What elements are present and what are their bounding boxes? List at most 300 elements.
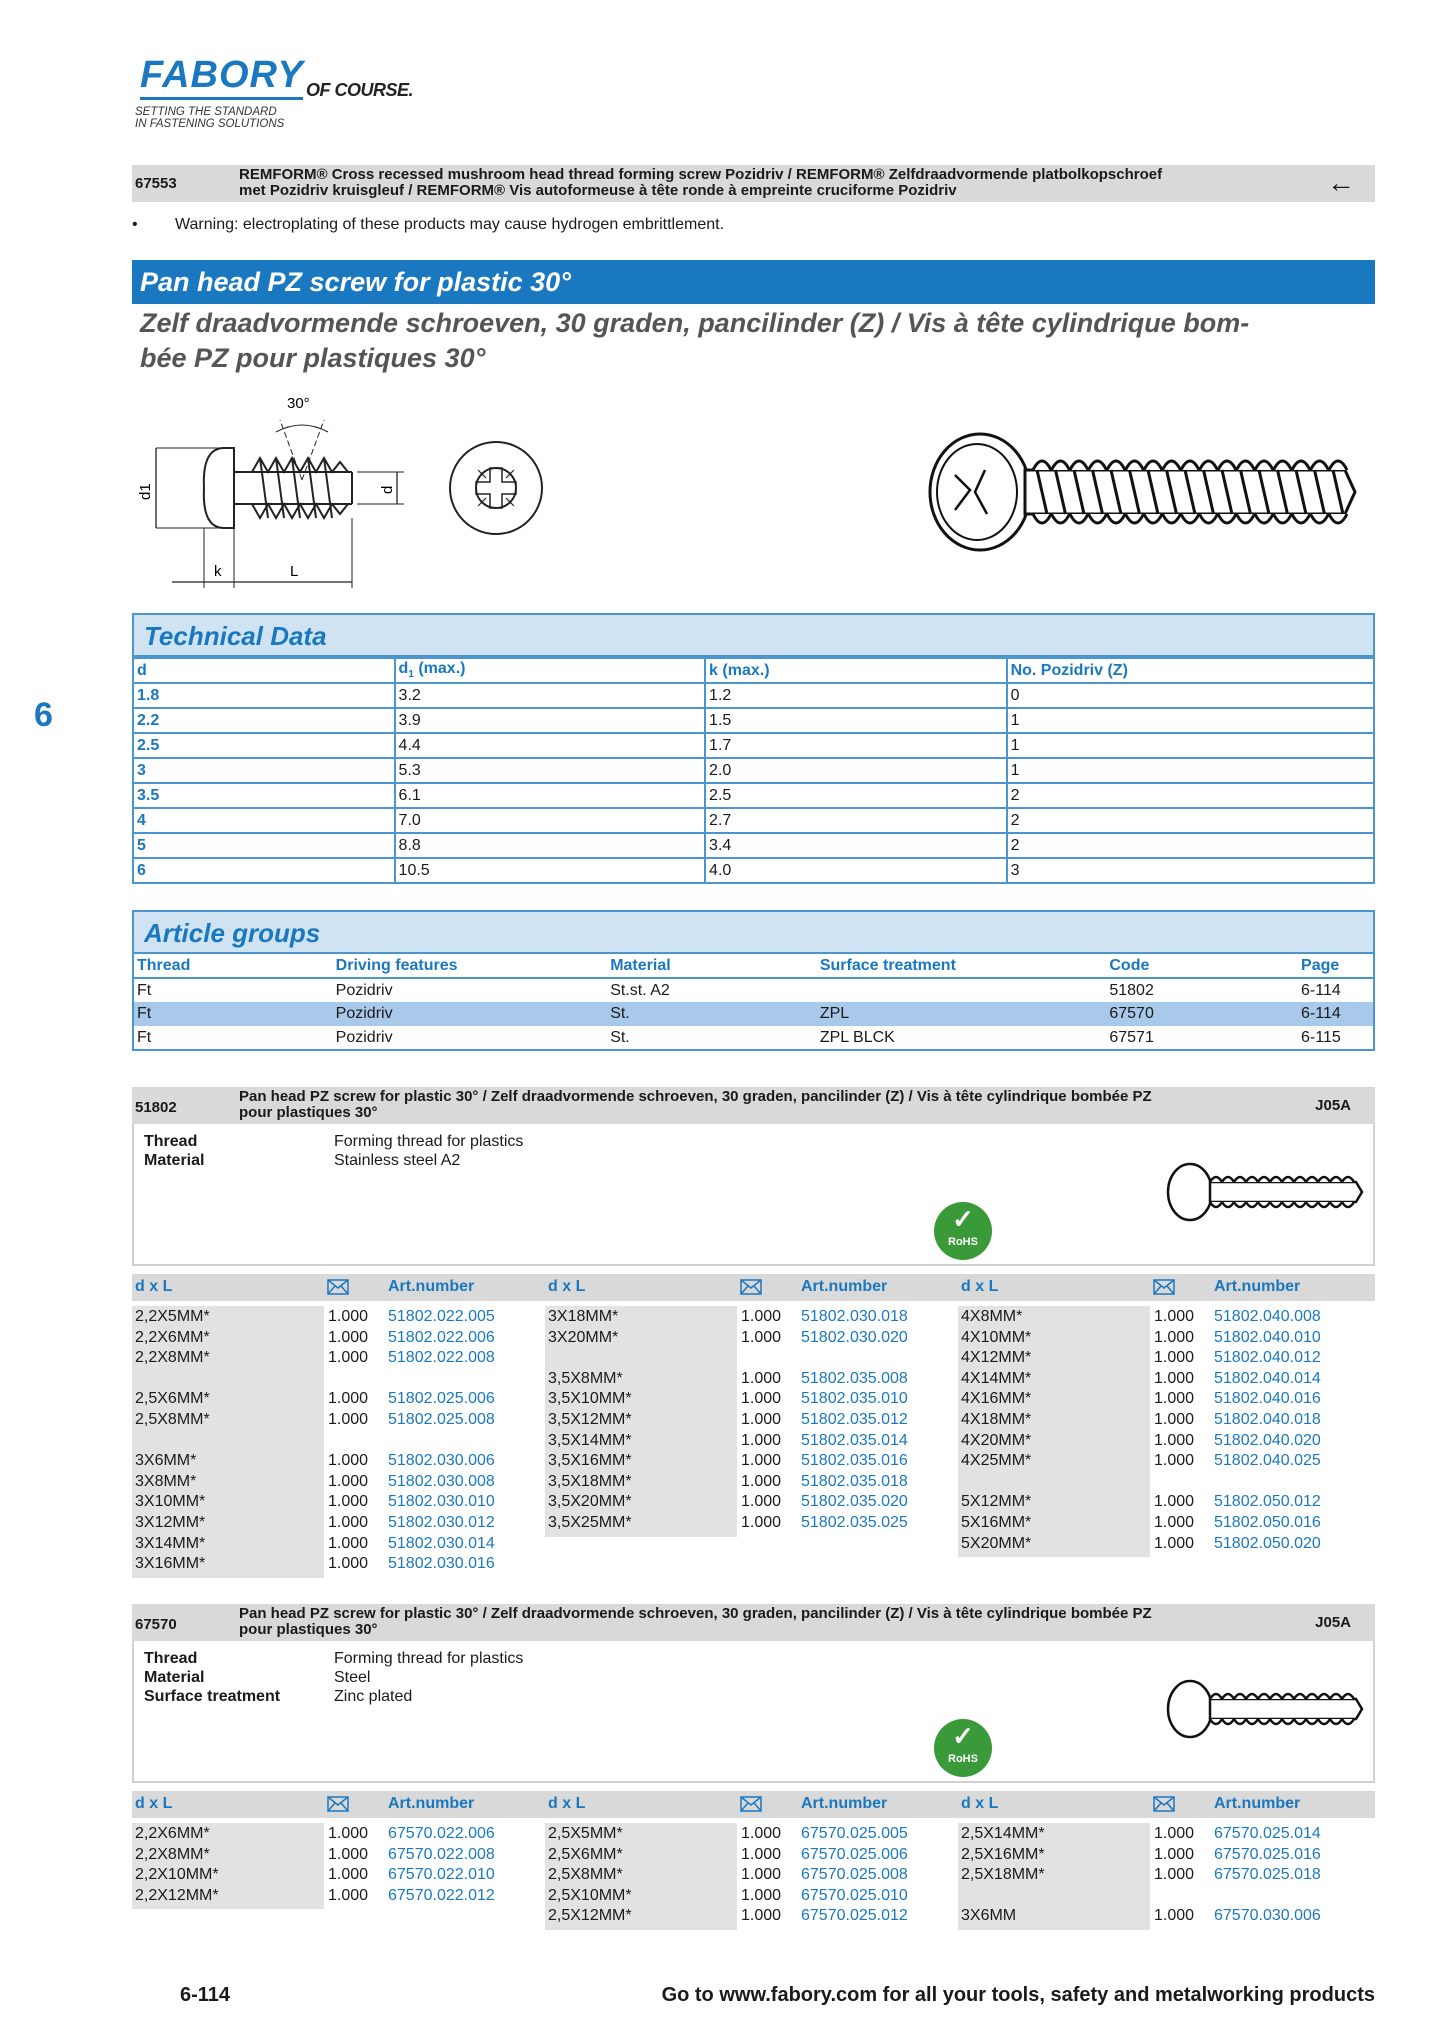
qty-cell: 1.000 [328, 1846, 369, 1863]
article-row[interactable] [548, 1388, 948, 1409]
product-title-2: pour plastiques 30° [239, 1104, 378, 1121]
size-cell: 2,2X12MM* [135, 1887, 219, 1904]
table-cell: 4.0 [705, 858, 1007, 883]
qty-cell: 1.000 [741, 1308, 782, 1325]
article-row[interactable] [135, 1864, 535, 1885]
art-number-link[interactable]: 51802.040.025 [1214, 1452, 1321, 1469]
size-cell: 2,2X6MM* [135, 1825, 210, 1842]
size-cell: 3X6MM [961, 1907, 1017, 1924]
col-header-dxl: d x L [135, 1795, 173, 1812]
art-number-link[interactable]: 51802.040.014 [1214, 1370, 1321, 1387]
table-cell: 1.2 [705, 683, 1007, 708]
qty-cell: 1.000 [741, 1452, 782, 1469]
table-cell: St. [607, 1002, 817, 1026]
qty-cell: 1.000 [328, 1473, 369, 1490]
size-cell: 3X8MM* [135, 1473, 197, 1490]
qty-cell: 1.000 [328, 1825, 369, 1842]
table-row [133, 758, 1374, 783]
table-cell: Ft [137, 981, 152, 999]
article-row[interactable] [135, 1823, 535, 1844]
envelope-icon [1153, 1796, 1175, 1817]
article-row[interactable] [548, 1885, 948, 1906]
qty-cell: 1.000 [1154, 1514, 1195, 1531]
art-number-link[interactable]: 67570.025.010 [801, 1887, 908, 1904]
rohs-label: RoHS [948, 1753, 978, 1765]
product-ref: J05A [1315, 1614, 1351, 1631]
col-header-code: Code [1106, 954, 1298, 978]
art-number-link[interactable]: 51802.035.008 [801, 1370, 908, 1387]
art-number-link[interactable]: 67570.025.005 [801, 1825, 908, 1842]
d1-label: d1 [137, 483, 154, 500]
table-cell: Ft [133, 1002, 333, 1026]
qty-cell: 1.000 [1154, 1493, 1195, 1510]
article-row[interactable] [548, 1905, 948, 1926]
fabory-logo: FABORY [140, 54, 304, 96]
table-cell: 1 [1007, 708, 1374, 733]
col-header-art: Art.number [801, 1795, 888, 1812]
article-table-header [132, 1274, 1375, 1301]
table-cell: 51802 [1109, 981, 1154, 999]
art-number-link[interactable]: 67570.025.008 [801, 1866, 908, 1883]
article-row[interactable] [961, 1388, 1361, 1409]
size-cell: 4X8MM* [961, 1308, 1023, 1325]
col-header-dxl: d x L [961, 1795, 999, 1812]
qty-cell: 1.000 [328, 1555, 369, 1572]
article-row[interactable] [961, 1512, 1361, 1533]
size-cell: 3X20MM* [548, 1329, 619, 1346]
art-number-link[interactable]: 67570.025.018 [1214, 1866, 1321, 1883]
art-number-link[interactable]: 67570.025.016 [1214, 1846, 1321, 1863]
art-number-link[interactable]: 51802.035.016 [801, 1452, 908, 1469]
footer-link-text[interactable]: Go to www.fabory.com for all your tools, safety and metalworking products [661, 1984, 1375, 2006]
article-row[interactable] [135, 1885, 535, 1906]
article-row[interactable] [135, 1471, 535, 1492]
art-number-link[interactable]: 67570.025.006 [801, 1846, 908, 1863]
product-title [239, 1089, 1259, 1121]
screw-photo [925, 430, 1365, 555]
product-ref: J05A [1315, 1097, 1351, 1114]
qty-cell: 1.000 [328, 1329, 369, 1346]
art-number-link[interactable]: 51802.030.010 [388, 1493, 495, 1510]
art-number-link[interactable]: 51802.035.020 [801, 1493, 908, 1510]
article-row[interactable] [961, 1905, 1361, 1926]
top-band-title-2: met Pozidriv kruisgleuf / REMFORM® Vis autoformeuse à tête ronde à empreinte cruciforme Pozidriv [239, 182, 957, 199]
property-label: Thread [144, 1650, 198, 1667]
size-cell: 4X16MM* [961, 1390, 1032, 1407]
article-row[interactable] [548, 1471, 948, 1492]
article-row[interactable] [135, 1388, 535, 1409]
rohs-badge [934, 1719, 992, 1777]
table-cell: 4.4 [395, 733, 706, 758]
article-groups-title: Article groups [132, 910, 1375, 954]
article-groups-table [132, 954, 1375, 1051]
table-cell: 67571 [1109, 1028, 1154, 1046]
size-cell: 4X20MM* [961, 1432, 1032, 1449]
qty-cell: 1.000 [741, 1514, 782, 1531]
article-row[interactable] [961, 1491, 1361, 1512]
size-cell: 2,5X16MM* [961, 1846, 1045, 1863]
col-header-page: Page [1298, 954, 1374, 978]
col-header-art: Art.number [388, 1278, 475, 1295]
warning-bullet: • [132, 216, 138, 233]
qty-cell: 1.000 [741, 1473, 782, 1490]
art-number-link[interactable]: 51802.050.020 [1214, 1535, 1321, 1552]
table-row [133, 808, 1374, 833]
envelope-icon [740, 1796, 762, 1817]
article-row[interactable] [961, 1450, 1361, 1471]
back-arrow-icon[interactable]: ← [1327, 167, 1355, 198]
art-number-link[interactable]: 51802.030.006 [388, 1452, 495, 1469]
article-row[interactable] [961, 1306, 1361, 1327]
col-header-dxl: d x L [548, 1795, 586, 1812]
qty-cell: 1.000 [1154, 1411, 1195, 1428]
col-header-surface: Surface treatment [817, 954, 1107, 978]
art-number-link[interactable]: 51802.040.010 [1214, 1329, 1321, 1346]
table-cell: 3.4 [705, 833, 1007, 858]
art-number-link[interactable]: 51802.040.008 [1214, 1308, 1321, 1325]
product-code: 67570 [135, 1616, 177, 1633]
qty-cell: 1.000 [1154, 1349, 1195, 1366]
table-cell: Pozidriv [333, 1002, 608, 1026]
size-cell: 4X18MM* [961, 1411, 1032, 1428]
qty-cell: 1.000 [328, 1493, 369, 1510]
table-cell: St. [610, 1028, 630, 1046]
size-cell: 3,5X12MM* [548, 1411, 632, 1428]
table-cell: 1.5 [705, 708, 1007, 733]
qty-cell: 1.000 [741, 1825, 782, 1842]
qty-cell: 1.000 [741, 1907, 782, 1924]
qty-cell: 1.000 [741, 1432, 782, 1449]
col-header-material: Material [607, 954, 817, 978]
size-cell: 5X12MM* [961, 1493, 1032, 1510]
table-cell: 3 [133, 758, 395, 783]
table-row [133, 708, 1374, 733]
size-cell: 3,5X20MM* [548, 1493, 632, 1510]
article-row[interactable] [961, 1533, 1361, 1554]
article-table-header [132, 1791, 1375, 1818]
article-row[interactable] [961, 1823, 1361, 1844]
qty-cell: 1.000 [1154, 1390, 1195, 1407]
size-cell: 2,2X8MM* [135, 1349, 210, 1366]
table-cell: 2.0 [705, 758, 1007, 783]
art-number-link[interactable]: 51802.035.010 [801, 1390, 908, 1407]
size-cell: 3X6MM* [135, 1452, 197, 1469]
col-header-art: Art.number [801, 1278, 888, 1295]
qty-cell: 1.000 [741, 1866, 782, 1883]
table-header-row [133, 658, 1374, 683]
size-cell: 2,5X10MM* [548, 1887, 632, 1904]
article-group-row[interactable] [133, 1002, 1374, 1026]
envelope-icon [327, 1796, 349, 1817]
warning-text: Warning: electroplating of these products may cause hydrogen embrittlement. [175, 216, 725, 233]
rohs-label: RoHS [948, 1236, 978, 1248]
property-value: Zinc plated [334, 1688, 413, 1705]
qty-cell: 1.000 [741, 1887, 782, 1904]
table-cell: 4 [133, 808, 395, 833]
qty-cell: 1.000 [741, 1370, 782, 1387]
qty-cell: 1.000 [1154, 1329, 1195, 1346]
article-row[interactable] [135, 1844, 535, 1865]
article-row[interactable] [135, 1306, 535, 1327]
top-band-title-1: REMFORM® Cross recessed mushroom head thread forming screw Pozidriv / REMFORM® Zelfdraadvormende platbolkopschroef [239, 166, 1163, 183]
table-cell: 1.8 [133, 683, 395, 708]
qty-cell: 1.000 [741, 1329, 782, 1346]
table-cell: St.st. A2 [610, 981, 670, 999]
size-cell: 3X18MM* [548, 1308, 619, 1325]
table-cell: 2.7 [705, 808, 1007, 833]
art-number-link[interactable]: 51802.030.016 [388, 1555, 495, 1572]
qty-cell: 1.000 [1154, 1825, 1195, 1842]
article-group-row[interactable] [133, 1026, 1374, 1050]
qty-cell: 1.000 [1154, 1846, 1195, 1863]
art-number-link[interactable]: 67570.025.012 [801, 1907, 908, 1924]
table-row [133, 783, 1374, 808]
art-number-link[interactable]: 51802.035.012 [801, 1411, 908, 1428]
article-row[interactable] [135, 1409, 535, 1430]
qty-cell: 1.000 [328, 1390, 369, 1407]
table-cell: 5.3 [395, 758, 706, 783]
L-label: L [290, 563, 299, 580]
chapter-tab: 6 [34, 696, 53, 734]
qty-cell: 1.000 [1154, 1452, 1195, 1469]
qty-cell: 1.000 [1154, 1535, 1195, 1552]
article-row[interactable] [548, 1306, 948, 1327]
size-cell: 2,5X8MM* [548, 1866, 623, 1883]
col-header-art: Art.number [1214, 1795, 1301, 1812]
envelope-icon [740, 1279, 762, 1300]
check-icon: ✓ [952, 1721, 974, 1751]
article-row[interactable] [548, 1512, 948, 1533]
table-row [133, 858, 1374, 883]
article-row[interactable] [135, 1533, 535, 1554]
property-label: Surface treatment [144, 1688, 281, 1705]
size-cell: 2,5X8MM* [135, 1411, 210, 1428]
size-cell: 3,5X18MM* [548, 1473, 632, 1490]
table-row [133, 683, 1374, 708]
article-row[interactable] [548, 1327, 948, 1348]
size-cell: 4X25MM* [961, 1452, 1032, 1469]
subtitle-line-2: bée PZ pour plastiques 30° [140, 343, 486, 373]
col-header-k: k (max.) [705, 658, 1007, 683]
table-cell: Pozidriv [335, 1028, 393, 1046]
product-band [132, 1604, 1375, 1641]
logo-underline [140, 97, 303, 100]
art-number-link[interactable]: 51802.025.008 [388, 1411, 495, 1428]
qty-cell: 1.000 [328, 1411, 369, 1428]
article-row[interactable] [548, 1430, 948, 1451]
art-number-link[interactable]: 67570.025.014 [1214, 1825, 1321, 1842]
qty-cell: 1.000 [328, 1514, 369, 1531]
article-row[interactable] [135, 1491, 535, 1512]
article-row[interactable] [135, 1347, 535, 1368]
size-cell: 4X14MM* [961, 1370, 1032, 1387]
art-number-link[interactable]: 51802.030.020 [801, 1329, 908, 1346]
screw-thumbnail [1164, 1677, 1364, 1741]
table-cell: 1 [1007, 733, 1374, 758]
k-label: k [214, 563, 222, 580]
article-row[interactable] [961, 1347, 1361, 1368]
top-band [132, 165, 1375, 202]
table-cell: ZPL [817, 1002, 1107, 1026]
table-cell: 10.5 [395, 858, 706, 883]
qty-cell: 1.000 [1154, 1432, 1195, 1449]
article-row[interactable] [548, 1844, 948, 1865]
art-number-link[interactable]: 51802.022.006 [388, 1329, 495, 1346]
article-row[interactable] [548, 1491, 948, 1512]
product-info-box [132, 1124, 1375, 1266]
article-row[interactable] [961, 1409, 1361, 1430]
table-row [133, 833, 1374, 858]
table-cell: 3.9 [395, 708, 706, 733]
table-cell: 3.2 [395, 683, 706, 708]
size-cell: 4X10MM* [961, 1329, 1032, 1346]
qty-cell: 1.000 [1154, 1308, 1195, 1325]
product-title-1: Pan head PZ screw for plastic 30° / Zelf draadvormende schroeven, 30 graden, pancilinder (Z) / Vis à tête cylindrique bombée PZ [239, 1605, 1152, 1622]
table-cell: 6 [133, 858, 395, 883]
product-band [132, 1087, 1375, 1124]
check-icon: ✓ [952, 1204, 974, 1234]
article-row[interactable] [135, 1450, 535, 1471]
technical-data-table [132, 657, 1375, 884]
product-title-1: Pan head PZ screw for plastic 30° / Zelf draadvormende schroeven, 30 graden, pancilinder (Z) / Vis à tête cylindrique bombée PZ [239, 1088, 1152, 1105]
art-number-link[interactable]: 51802.030.012 [388, 1514, 495, 1531]
size-cell: 5X16MM* [961, 1514, 1032, 1531]
size-cell: 3,5X8MM* [548, 1370, 623, 1387]
size-cell: 2,2X8MM* [135, 1846, 210, 1863]
article-row[interactable] [961, 1327, 1361, 1348]
table-cell: 7.0 [395, 808, 706, 833]
size-cell: 4X12MM* [961, 1349, 1032, 1366]
screw-drawing [132, 388, 552, 588]
section-subtitle [140, 306, 1249, 376]
table-cell: 6-114 [1301, 981, 1341, 999]
art-number-link[interactable]: 51802.022.008 [388, 1349, 495, 1366]
rohs-badge [934, 1202, 992, 1260]
art-number-link[interactable]: 51802.040.012 [1214, 1349, 1321, 1366]
angle-label: 30° [287, 395, 310, 412]
size-cell: 2,2X5MM* [135, 1308, 210, 1325]
size-cell: 2,5X14MM* [961, 1825, 1045, 1842]
product-code: 51802 [135, 1099, 177, 1116]
art-number-link[interactable]: 67570.022.006 [388, 1825, 495, 1842]
table-cell: Pozidriv [335, 981, 393, 999]
screw-thumbnail [1164, 1160, 1364, 1224]
property-value: Forming thread for plastics [334, 1133, 524, 1150]
col-header-art: Art.number [388, 1795, 475, 1812]
qty-cell: 1.000 [1154, 1370, 1195, 1387]
size-cell: 3X10MM* [135, 1493, 206, 1510]
size-cell: 3X16MM* [135, 1555, 206, 1572]
article-row[interactable] [961, 1368, 1361, 1389]
article-row[interactable] [135, 1512, 535, 1533]
art-number-link[interactable]: 67570.022.010 [388, 1866, 495, 1883]
article-row[interactable] [135, 1327, 535, 1348]
qty-cell: 1.000 [328, 1452, 369, 1469]
art-number-link[interactable]: 67570.022.008 [388, 1846, 495, 1863]
qty-cell: 1.000 [328, 1535, 369, 1552]
col-header-driving: Driving features [333, 954, 608, 978]
table-cell: 67570 [1106, 1002, 1298, 1026]
art-number-link[interactable]: 51802.030.018 [801, 1308, 908, 1325]
logo-tagline-2: IN FASTENING SOLUTIONS [135, 118, 285, 130]
size-cell: 3,5X16MM* [548, 1452, 632, 1469]
art-number-link[interactable]: 51802.040.020 [1214, 1432, 1321, 1449]
table-cell: 2 [1007, 783, 1374, 808]
article-row[interactable] [135, 1553, 535, 1574]
art-number-link[interactable]: 51802.030.014 [388, 1535, 495, 1552]
article-row[interactable] [961, 1430, 1361, 1451]
art-number-link[interactable]: 51802.035.018 [801, 1473, 908, 1490]
size-cell: 3,5X14MM* [548, 1432, 632, 1449]
page-number: 6-114 [180, 1984, 231, 2006]
table-cell: 3.5 [133, 783, 395, 808]
art-number-link[interactable]: 51802.022.005 [388, 1308, 495, 1325]
logo-tagline [135, 106, 284, 130]
art-number-link[interactable]: 51802.050.012 [1214, 1493, 1321, 1510]
article-row[interactable] [548, 1368, 948, 1389]
art-number-link[interactable]: 51802.035.014 [801, 1432, 908, 1449]
table-cell: 1.7 [705, 733, 1007, 758]
size-cell: 2,2X10MM* [135, 1866, 219, 1883]
article-row[interactable] [548, 1823, 948, 1844]
product-title [239, 1606, 1259, 1638]
table-cell: 3 [1007, 858, 1374, 883]
art-number-link[interactable]: 51802.050.016 [1214, 1514, 1321, 1531]
art-number-link[interactable]: 51802.035.025 [801, 1514, 908, 1531]
qty-cell: 1.000 [741, 1846, 782, 1863]
art-number-link[interactable]: 51802.040.016 [1214, 1390, 1321, 1407]
property-label: Thread [144, 1133, 198, 1150]
property-label: Material [144, 1152, 205, 1169]
table-cell: 2.5 [133, 733, 395, 758]
qty-cell: 1.000 [1154, 1907, 1195, 1924]
art-number-link[interactable]: 67570.030.006 [1214, 1907, 1321, 1924]
art-number-link[interactable]: 51802.025.006 [388, 1390, 495, 1407]
article-row[interactable] [961, 1844, 1361, 1865]
size-cell: 3,5X10MM* [548, 1390, 632, 1407]
col-header-dxl: d x L [135, 1278, 173, 1295]
qty-cell: 1.000 [741, 1390, 782, 1407]
qty-cell: 1.000 [741, 1411, 782, 1428]
property-value: Forming thread for plastics [334, 1650, 524, 1667]
size-cell: 3,5X25MM* [548, 1514, 632, 1531]
art-number-link[interactable]: 51802.030.008 [388, 1473, 495, 1490]
col-header-dxl: d x L [961, 1278, 999, 1295]
article-row[interactable] [548, 1864, 948, 1885]
property-value: Steel [334, 1669, 371, 1686]
table-row [133, 733, 1374, 758]
qty-cell: 1.000 [328, 1349, 369, 1366]
art-number-link[interactable]: 51802.040.018 [1214, 1411, 1321, 1428]
article-group-row[interactable] [133, 978, 1374, 1002]
property-label: Material [144, 1669, 205, 1686]
table-cell: ZPL BLCK [819, 1028, 895, 1046]
subtitle-line-1: Zelf draadvormende schroeven, 30 graden, pancilinder (Z) / Vis à tête cylindrique bom- [140, 308, 1250, 338]
art-number-link[interactable]: 67570.022.012 [388, 1887, 495, 1904]
col-header-pozidriv: No. Pozidriv (Z) [1007, 658, 1374, 683]
technical-data-title: Technical Data [132, 613, 1375, 657]
col-header-dxl: d x L [548, 1278, 586, 1295]
article-row[interactable] [961, 1864, 1361, 1885]
table-cell: 2 [1007, 808, 1374, 833]
article-row[interactable] [548, 1450, 948, 1471]
size-cell: 2,2X6MM* [135, 1329, 210, 1346]
article-row[interactable] [548, 1409, 948, 1430]
col-header-art: Art.number [1214, 1278, 1301, 1295]
section-title: Pan head PZ screw for plastic 30° [132, 260, 1375, 304]
table-cell: 6-114 [1298, 1002, 1374, 1026]
table-cell: 2 [1007, 833, 1374, 858]
